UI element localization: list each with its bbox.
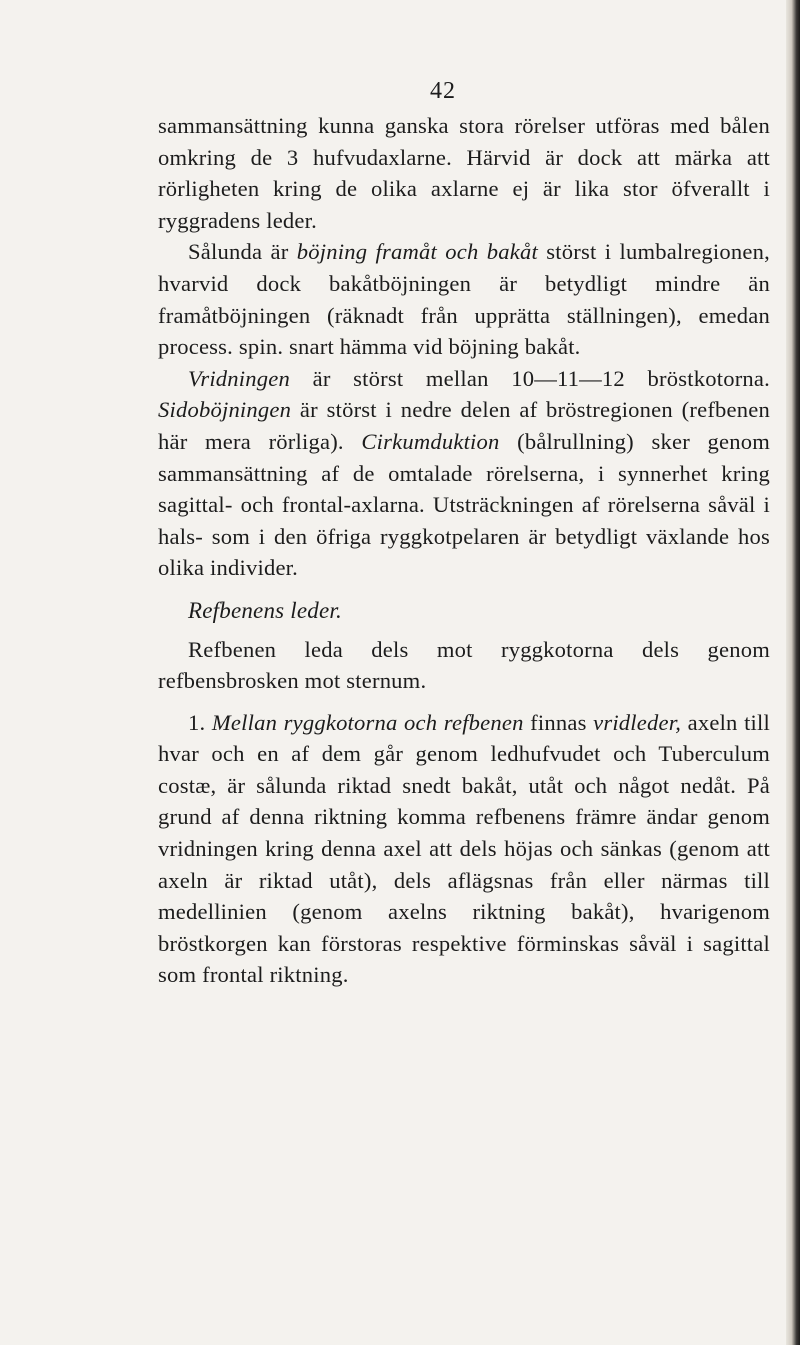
paragraph-numbered-1 <box>158 707 770 991</box>
italic-term: Vridningen <box>188 365 290 391</box>
paragraph-flexion <box>158 236 770 362</box>
paragraph-ribs <box>158 634 770 697</box>
text-run: Sålunda är <box>188 239 297 265</box>
text-run: störst i lumbalregionen, hvarvid dock bakåtböjningen är betydligt mindre än framåtböjningen (räknadt från upprätta ställningen), emedan process. spin. snart hämma vid böjning bakåt. <box>158 239 770 360</box>
text-run: Refbenen leda dels mot ryggkotorna dels genom refbensbrosken mot sternum. <box>158 636 770 694</box>
page-edge-shadow <box>786 0 800 1345</box>
text-run: axeln till hvar och en af dem går genom ledhufvudet och Tuberculum costæ, är sålunda riktad snedt bakåt, utåt och något nedåt. På grund af denna riktning komma refbenens främre ändar genom vridningen kring denna axel att dels höjas och sänkas (genom att axeln är riktad utåt), dels aflägsnas från eller närmas till medellinien (genom axelns riktning bakåt), hvarigenom bröstkorgen kan förstoras respektive förminskas såväl i sagittal som frontal riktning. <box>158 709 770 988</box>
italic-term: böjning framåt och bakåt <box>296 239 538 265</box>
text-run: är störst mellan 10—11—12 bröstkotorna. <box>289 365 770 391</box>
italic-term: Sidoböjningen <box>158 397 292 423</box>
page-number: 42 <box>430 78 456 104</box>
section-heading: Refbenens leder. <box>188 597 342 623</box>
text-run: är störst i nedre delen af bröstregionen (refbenen här mera rörliga). <box>158 397 770 454</box>
body-text <box>158 110 770 991</box>
italic-term: Cirkumduktion <box>361 428 500 454</box>
italic-term: Mellan ryggkotorna och refbenen <box>211 709 524 735</box>
text-run: (bålrullning) sker genom sammansättning af de omtalade rörelserna, i synnerhet kring sagittal- och frontal-axlarna. Utsträckningen af rörelserna såväl i hals- som i den öfriga ryggkotpelaren är betydligt växlande hos olika individer. <box>158 428 770 581</box>
paragraph-continuation <box>158 110 770 236</box>
text-run: 1. <box>188 709 212 735</box>
paragraph-text: sammansättning kunna ganska stora rörelser utföras med bålen omkring de 3 hufvudaxlarne. Härvid är dock att märka att rörligheten kring de olika axlarne ej är lika stor öfverallt i ryggradens leder. <box>158 113 770 233</box>
text-run: finnas <box>523 709 594 735</box>
italic-term: vridleder, <box>593 709 682 735</box>
paragraph-rotation <box>158 363 770 584</box>
